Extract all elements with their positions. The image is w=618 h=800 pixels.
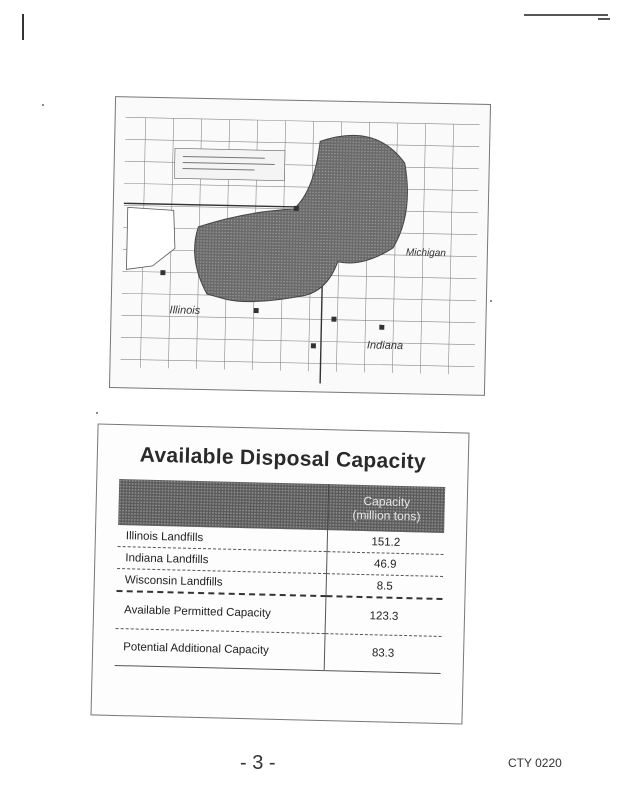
document-id: CTY 0220: [508, 756, 562, 770]
state-border-wi-il: [124, 203, 304, 207]
map-label-michigan: Michigan: [405, 247, 447, 260]
corner-mark: [22, 14, 24, 40]
row-value: 83.3: [324, 634, 441, 674]
row-label: Available Permitted Capacity: [116, 591, 326, 634]
capacity-slide: [90, 423, 469, 724]
map-label-indiana: Indiana: [366, 339, 404, 353]
top-rule-end: [598, 18, 610, 20]
top-rule: [524, 14, 608, 16]
scan-speck: [96, 412, 98, 414]
slide-title: Available Disposal Capacity: [139, 443, 427, 474]
row-value: 123.3: [325, 596, 442, 636]
header-blank-cell: [118, 479, 329, 530]
scan-speck: [42, 104, 44, 106]
row-value: 8.5: [326, 574, 443, 599]
header-capacity-line2: (million tons): [352, 507, 421, 524]
lake-area: [126, 207, 175, 270]
map-slide: [109, 96, 491, 396]
county-map: [110, 97, 490, 395]
row-label: Potential Additional Capacity: [115, 629, 325, 671]
row-value: 151.2: [327, 530, 444, 554]
row-label: Indiana Landfills: [117, 547, 327, 574]
row-label: Wisconsin Landfills: [117, 569, 327, 597]
row-value: 46.9: [327, 552, 444, 577]
page-number: - 3 -: [240, 752, 276, 774]
header-capacity: [328, 484, 446, 533]
map-label-illinois: Illinois: [169, 304, 201, 317]
header-capacity-line1: Capacity: [363, 494, 411, 510]
table-row: [115, 629, 442, 674]
capacity-table: [115, 479, 445, 674]
table-header-row: [118, 479, 445, 533]
scan-speck: [490, 300, 492, 302]
row-label: Illinois Landfills: [118, 525, 328, 552]
